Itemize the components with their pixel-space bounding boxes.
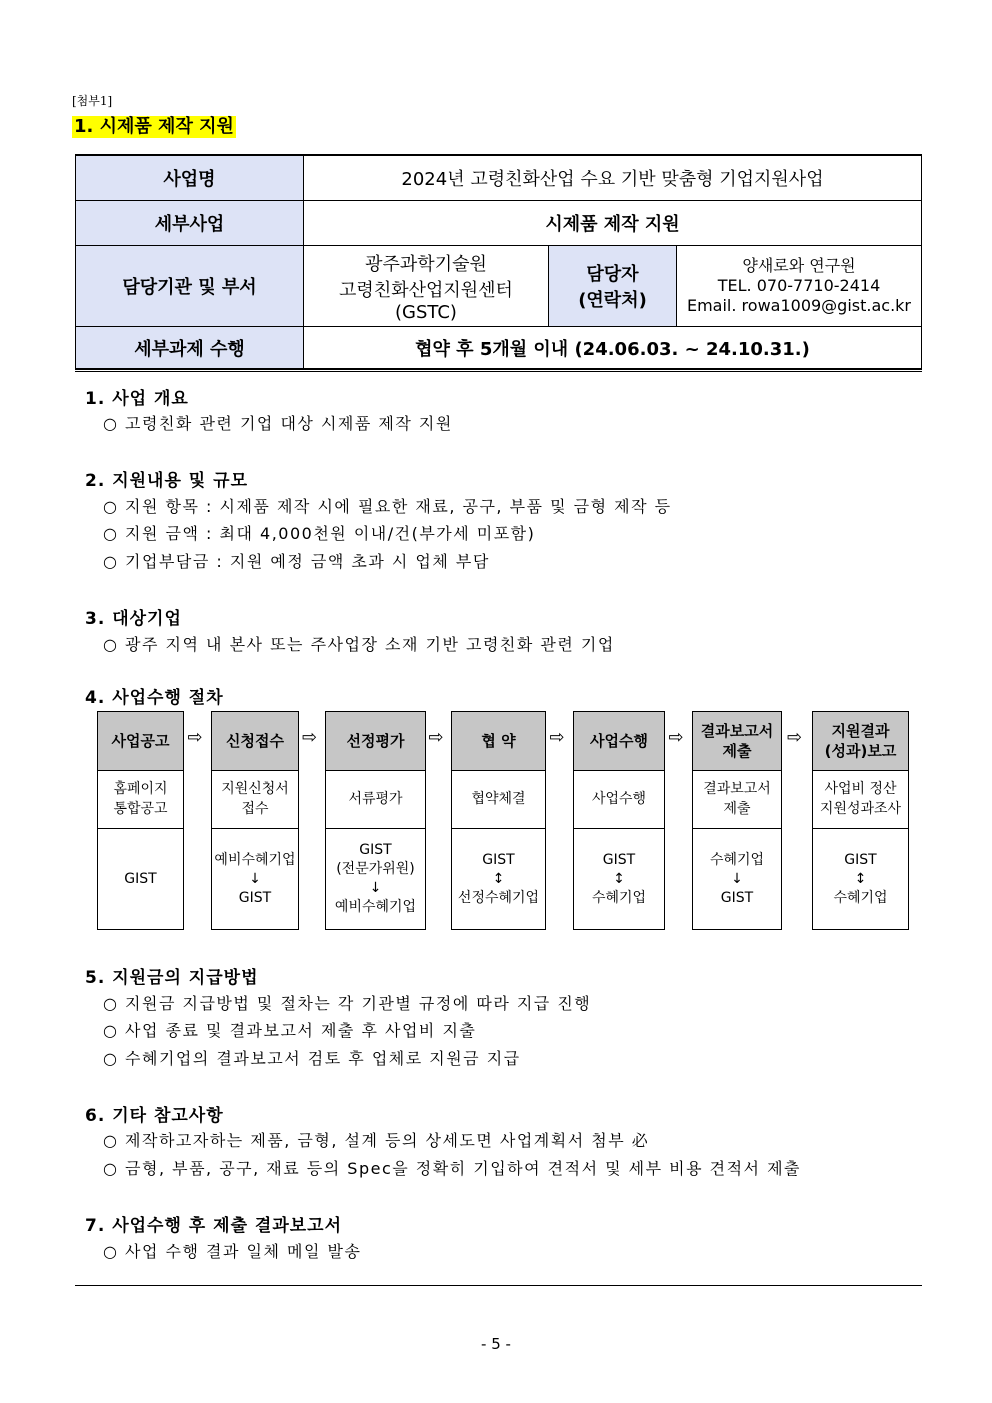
flow-step xyxy=(451,711,546,930)
section-2-item-3: ○ 기업부담금 : 지원 예정 금액 초과 시 업체 부담 xyxy=(103,552,490,571)
page-title: 1. 시제품 제작 지원 xyxy=(74,116,234,137)
flow-step-actor: GIST (전문가위원) ↓ 예비수혜기업 xyxy=(334,842,417,915)
section-5-item-3: ○ 수혜기업의 결과보고서 검토 후 업체로 지원금 지급 xyxy=(103,1049,521,1068)
section-7-title: 7. 사업수행 후 제출 결과보고서 xyxy=(85,1216,343,1236)
section-7-item: ○ 사업 수행 결과 일체 메일 발송 xyxy=(103,1242,362,1261)
business-info-table xyxy=(75,155,922,370)
flow-arrow-icon: ⇨ xyxy=(549,727,565,748)
flow-step xyxy=(325,711,426,930)
flow-step-actor: 수혜기업 ↓ GIST xyxy=(709,851,765,906)
flow-step-task: 결과보고서 제출 xyxy=(693,770,781,829)
flow-step-head: 선정평가 xyxy=(326,712,425,771)
section-4-title: 4. 사업수행 절차 xyxy=(85,688,224,708)
sub-business-label: 세부사업 xyxy=(76,201,304,246)
flow-step xyxy=(211,711,299,930)
task-label: 세부과제 수행 xyxy=(76,327,304,370)
flow-step-head: 지원결과 (성과)보고 xyxy=(813,712,908,771)
org-value xyxy=(304,246,549,327)
flow-step-head: 사업공고 xyxy=(98,712,183,771)
section-3-title: 3. 대상기업 xyxy=(85,609,182,629)
flow-step-task: 서류평가 xyxy=(326,770,425,829)
flow-step-head: 신청접수 xyxy=(212,712,298,771)
flow-arrow-icon: ⇨ xyxy=(428,727,444,748)
flow-step xyxy=(573,711,665,930)
org-line-2: 고령친화산업지원센터 xyxy=(339,279,513,301)
section-5-item-1: ○ 지원금 지급방법 및 절차는 각 기관별 규정에 따라 지급 진행 xyxy=(103,994,592,1013)
section-3-item: ○ 광주 지역 내 본사 또는 주사업장 소재 기반 고령친화 관련 기업 xyxy=(103,635,615,654)
footer-divider xyxy=(75,1285,922,1286)
org-line-1: 광주과학기술원 xyxy=(365,253,487,275)
business-name-label: 사업명 xyxy=(76,156,304,201)
flow-step-task: 홈페이지 통합공고 xyxy=(98,770,183,829)
flow-step-actor: GIST xyxy=(124,870,157,887)
section-6-item-1: ○ 제작하고자하는 제품, 금형, 설계 등의 상세도면 사업계획서 첨부 必 xyxy=(103,1131,650,1150)
contact-email: Email. rowa1009@gist.ac.kr xyxy=(686,296,911,315)
manager-label xyxy=(549,246,677,327)
flow-step-actor: GIST ↕ 선정수혜기업 xyxy=(457,851,540,906)
manager-label-line-2: (연락처) xyxy=(578,290,647,311)
section-6-title: 6. 기타 참고사항 xyxy=(85,1106,224,1126)
sub-business-value: 시제품 제작 지원 xyxy=(304,201,922,246)
section-1-item: ○ 고령친화 관련 기업 대상 시제품 제작 지원 xyxy=(103,414,453,433)
flow-step-task: 사업수행 xyxy=(574,770,664,829)
section-1-title: 1. 사업 개요 xyxy=(85,389,189,409)
flow-step-actor: GIST ↕ 수혜기업 xyxy=(833,851,888,906)
table-bottom-border xyxy=(75,368,922,372)
org-line-3: (GSTC) xyxy=(395,301,457,323)
section-2-item-1: ○ 지원 항목 : 시제품 제작 시에 필요한 재료, 공구, 부품 및 금형 제작 등 xyxy=(103,497,672,516)
attachment-label: [첨부1] xyxy=(72,94,113,108)
flow-step-task: 지원신청서 접수 xyxy=(212,770,298,829)
task-value: 협약 후 5개월 이내 (24.06.03. ~ 24.10.31.) xyxy=(304,327,922,370)
contact-name: 양새로와 연구원 xyxy=(742,256,856,275)
flow-step-task: 사업비 정산 지원성과조사 xyxy=(813,770,908,829)
flow-arrow-icon: ⇨ xyxy=(187,727,203,748)
flow-step-actor: 예비수혜기업 ↓ GIST xyxy=(214,851,296,906)
business-name-value: 2024년 고령친화산업 수요 기반 맞춤형 기업지원사업 xyxy=(304,156,922,201)
contact-info xyxy=(677,246,922,327)
flow-step-head: 협 약 xyxy=(452,712,545,771)
flow-step xyxy=(812,711,909,930)
flow-step-task: 협약체결 xyxy=(452,770,545,829)
section-2-item-2: ○ 지원 금액 : 최대 4,000천원 이내/건(부가세 미포함) xyxy=(103,524,536,543)
flow-step xyxy=(97,711,184,930)
flow-step-head: 결과보고서 제출 xyxy=(693,712,781,771)
flow-step-actor: GIST ↕ 수혜기업 xyxy=(591,851,647,906)
org-label: 담당기관 및 부서 xyxy=(76,246,304,327)
flow-step-head: 사업수행 xyxy=(574,712,664,771)
flow-arrow-icon: ⇨ xyxy=(302,727,318,748)
section-6-item-2: ○ 금형, 부품, 공구, 재료 등의 Spec을 정확히 기입하여 견적서 및 세부 비용 견적서 제출 xyxy=(103,1159,802,1178)
flow-arrow-icon: ⇨ xyxy=(668,727,684,748)
contact-tel: TEL. 070-7710-2414 xyxy=(717,276,881,295)
section-5-title: 5. 지원금의 지급방법 xyxy=(85,968,259,988)
section-5-item-2: ○ 사업 종료 및 결과보고서 제출 후 사업비 지출 xyxy=(103,1021,477,1040)
flow-arrow-icon: ⇨ xyxy=(787,727,803,748)
manager-label-line-1: 담당자 xyxy=(586,264,639,285)
page-number: - 5 - xyxy=(481,1335,511,1353)
section-2-title: 2. 지원내용 및 규모 xyxy=(85,471,248,491)
flow-step xyxy=(692,711,782,930)
